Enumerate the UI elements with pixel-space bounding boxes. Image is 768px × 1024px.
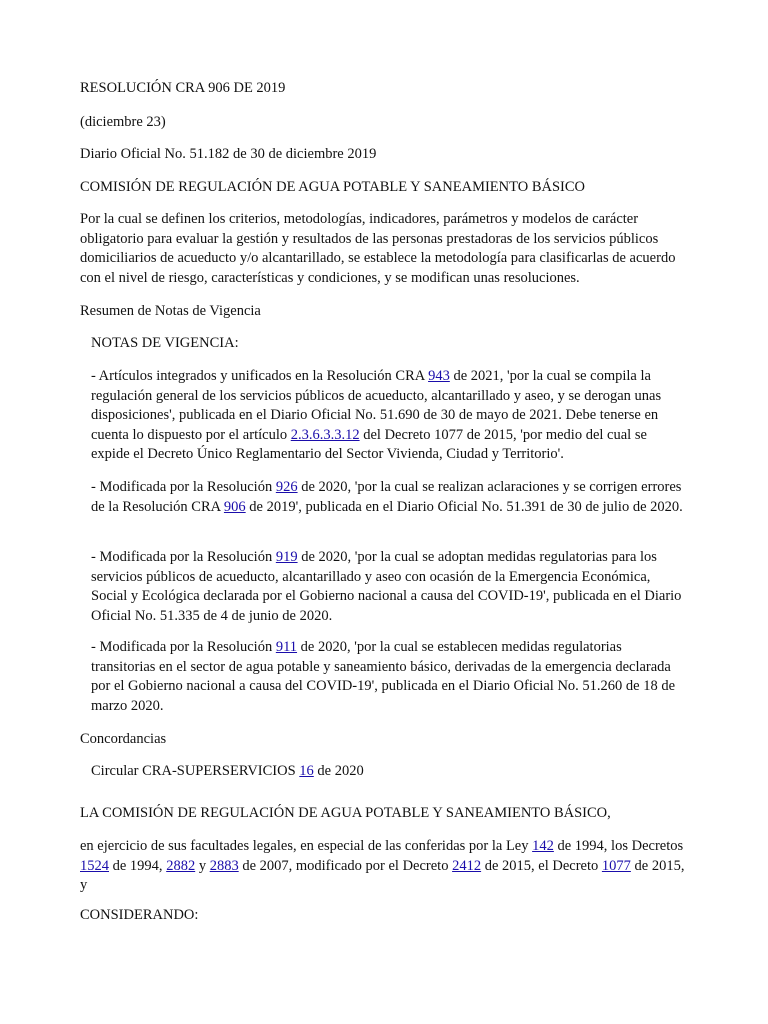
resolution-943-link[interactable]: 943 [428, 368, 450, 384]
note-text: de 2020, 'por la cual se adoptan medidas regulatorias para los servicios públicos de acueducto, alcantarillado y aseo con ocasión de la Emergencia Económica, Social y Ecológica declarada por el Gobierno nacional a causa del COVID-19', publicada en el Diario Oficial No. 51.335 de 4 de junio de 2020. [91, 549, 682, 624]
decreto-1524-link[interactable]: 1524 [80, 857, 109, 874]
ley-142-link[interactable]: 142 [532, 838, 554, 854]
ejercicio-text: de 1994, los Decretos [553, 838, 684, 854]
issuing-commission: COMISIÓN DE REGULACIÓN DE AGUA POTABLE Y SANEAMIENTO BÁSICO [80, 179, 586, 195]
ejercicio-text: y [195, 857, 210, 874]
note-paragraph [91, 478, 689, 517]
ejercicio-text: de 1994, [109, 857, 167, 874]
commission-heading: LA COMISIÓN DE REGULACIÓN DE AGUA POTABLE Y SANEAMIENTO BÁSICO, [80, 805, 611, 821]
concordancias-heading: Concordancias [80, 731, 167, 747]
decreto-2412-link[interactable]: 2412 [452, 857, 482, 874]
note-text: de 2020, 'por la cual se establecen medidas regulatorias transitorias en el sector de agua potable y saneamiento básico, derivadas de la emergencia declarada por el Gobierno nacional a causa del COVID-19', publicada en el Diario Oficial No. 51.260 de 18 de marzo 2020. [91, 639, 676, 714]
note-paragraph [91, 638, 689, 716]
resolution-911-link[interactable]: 911 [275, 639, 298, 655]
ejercicio-paragraph [80, 837, 690, 896]
considerando-heading: CONSIDERANDO: [80, 907, 199, 923]
circular-line [91, 762, 689, 782]
circular-16-link[interactable]: 16 [299, 763, 314, 779]
note-paragraph [91, 548, 689, 626]
note-text: de 2020, 'por la cual se realizan aclaraciones y se corrigen errores de la Resolución CRA [91, 479, 682, 515]
note-text: - Modificada por la Resolución [91, 639, 276, 655]
note-text: - Modificada por la Resolución [91, 549, 276, 565]
ejercicio-text: de 2015, y [80, 857, 685, 894]
notas-heading: NOTAS DE VIGENCIA: [91, 335, 239, 351]
ejercicio-text: de 2007, modificado por el Decreto [238, 857, 453, 874]
resolution-title: RESOLUCIÓN CRA 906 DE 2019 [80, 80, 286, 96]
circular-text: de 2020 [313, 763, 364, 779]
article-2.3.6.3.3.12-link[interactable]: 2.3.6.3.3.12 [290, 426, 360, 443]
note-text: - Artículos integrados y unificados en la Resolución CRA [91, 368, 429, 384]
circular-text: Circular CRA-SUPERSERVICIOS [91, 763, 300, 779]
note-text: - Modificada por la Resolución [91, 479, 276, 495]
decreto-2883-link[interactable]: 2883 [209, 857, 239, 874]
note-text: del Decreto 1077 de 2015, 'por medio del cual se expide el Decreto Único Reglamentario del Sector Vivienda, Ciudad y Territorio'. [91, 426, 647, 463]
note-text: de 2021, 'por la cual se compila la regulación general de los servicios públicos de acueducto, alcantarillado y aseo, y se derogan unas disposiciones', publicada en el Diario Oficial No. 51.690 de 30 de mayo de 2021. Debe tenerse en cuenta lo dispuesto por el artículo [91, 368, 662, 443]
resolution-date: (diciembre 23) [80, 114, 166, 130]
resolution-906-link[interactable]: 906 [223, 498, 246, 515]
resumen-heading: Resumen de Notas de Vigencia [80, 303, 261, 319]
ejercicio-text: de 2015, el Decreto [481, 857, 602, 874]
diario-oficial-line: Diario Oficial No. 51.182 de 30 de diciembre 2019 [80, 146, 377, 162]
note-paragraph [91, 367, 689, 465]
ejercicio-text: en ejercicio de sus facultades legales, en especial de las conferidas por la Ley [80, 838, 533, 854]
resolution-926-link[interactable]: 926 [275, 479, 298, 495]
note-text: de 2019', publicada en el Diario Oficial No. 51.391 de 30 de julio de 2020. [245, 498, 683, 515]
resolution-919-link[interactable]: 919 [275, 549, 298, 565]
decreto-2882-link[interactable]: 2882 [166, 857, 196, 874]
resolution-summary: Por la cual se definen los criterios, metodologías, indicadores, parámetros y modelos de carácter obligatorio para evaluar la gestión y resultados de las personas prestadoras de los servicios públicos domiciliarios de acueducto y/o alcantarillado, se establece la metodología para clasificarlas de acuerdo con el nivel de riesgo, características y condiciones, y se modifican unas resoluciones. [80, 211, 676, 286]
decreto-1077-link[interactable]: 1077 [601, 857, 631, 874]
